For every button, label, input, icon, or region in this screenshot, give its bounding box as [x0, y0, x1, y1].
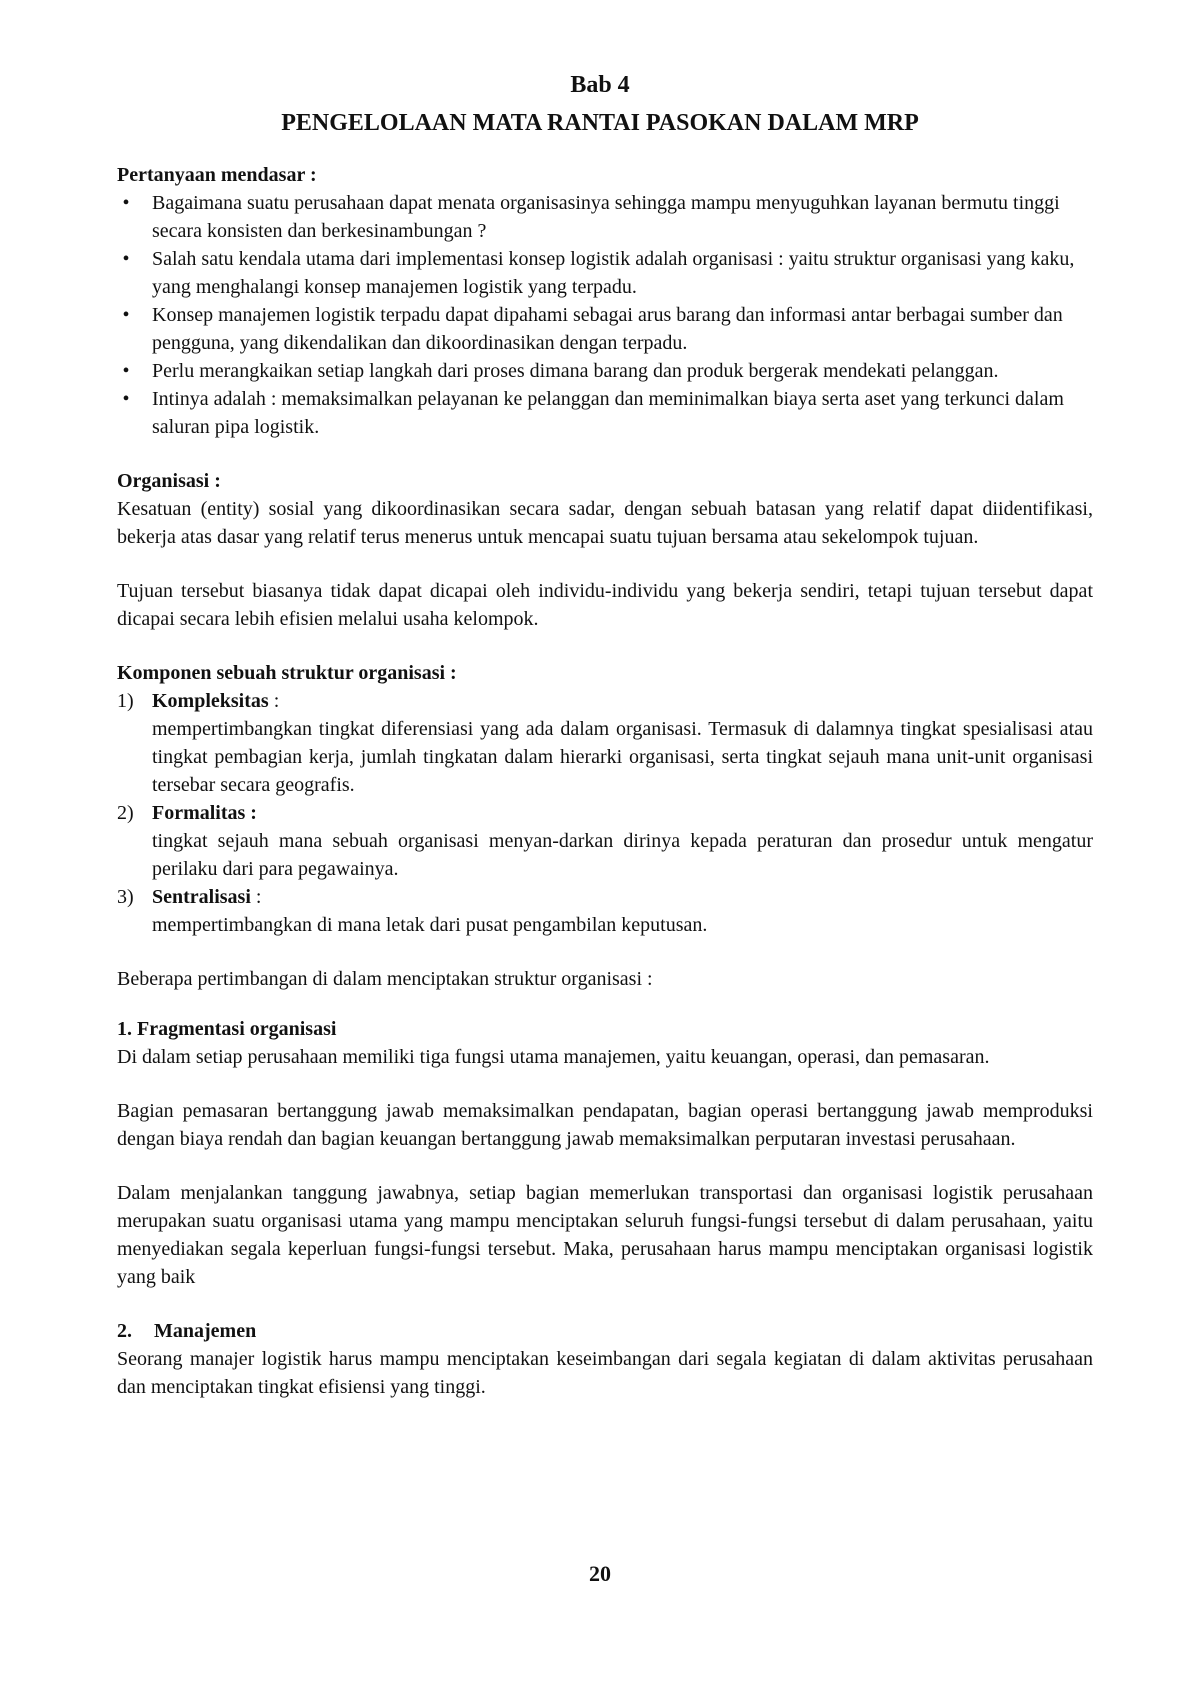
item-number: 1) — [117, 690, 134, 712]
item-number: 3) — [117, 886, 134, 908]
bullet-icon: • — [122, 248, 130, 270]
item-description: tingkat sejauh mana sebuah organisasi menyan-darkan dirinya kepada peraturan dan prosedur untuk mengatur perilaku dari para pegawainya. — [152, 830, 1093, 880]
list-item — [117, 189, 1093, 245]
list-item — [117, 301, 1093, 357]
komponen-item-kompleksitas — [117, 687, 1093, 799]
bullet-icon: • — [122, 304, 130, 326]
organisasi-purpose: Tujuan tersebut biasanya tidak dapat dicapai oleh individu-individu yang bekerja sendiri, tetapi tujuan tersebut dapat dicapai secara lebih efisien melalui usaha kelompok. — [117, 580, 1093, 630]
item-description: mempertimbangkan di mana letak dari pusat pengambilan keputusan. — [152, 914, 708, 936]
item-title: Kompleksitas — [152, 690, 269, 712]
page-number: 20 — [589, 1561, 611, 1586]
komponen-heading: Komponen sebuah struktur organisasi : — [117, 662, 457, 684]
fragmentasi-para-1: Di dalam setiap perusahaan memiliki tiga fungsi utama manajemen, yaitu keuangan, operasi, dan pemasaran. — [117, 1046, 990, 1068]
bullet-icon: • — [122, 388, 130, 410]
list-item-text: Bagaimana suatu perusahaan dapat menata organisasinya sehingga mampu menyuguhkan layanan bermutu tinggi secara konsisten dan berkesinambungan ? — [152, 192, 1060, 242]
organisasi-heading: Organisasi : — [117, 470, 221, 492]
item-number: 2) — [117, 802, 134, 824]
manajemen-heading — [117, 1317, 1093, 1345]
list-item-text: Konsep manajemen logistik terpadu dapat dipahami sebagai arus barang dan informasi antar berbagai sumber dan pengguna, yang dikendalikan dan dikoordinasikan dengan terpadu. — [152, 304, 1063, 354]
list-item — [117, 357, 1093, 385]
bullet-icon: • — [122, 360, 130, 382]
komponen-item-formalitas — [117, 799, 1093, 883]
page-content — [117, 161, 1093, 1401]
chapter-title: PENGELOLAAN MATA RANTAI PASOKAN DALAM MRP — [281, 110, 919, 136]
questions-list — [117, 189, 1093, 441]
bullet-icon: • — [122, 192, 130, 214]
item-description: mempertimbangkan tingkat diferensiasi yang ada dalam organisasi. Termasuk di dalamnya tingkat spesialisasi atau tingkat pembagian kerja, jumlah tingkatan dalam hierarki organisasi, serta tingkat sejauh mana unit-unit organisasi tersebar secara geografis. — [152, 718, 1093, 796]
list-item-text: Intinya adalah : memaksimalkan pelayanan ke pelanggan dan meminimalkan biaya serta aset yang terkunci dalam saluran pipa logistik. — [152, 388, 1064, 438]
item-title: Sentralisasi — [152, 886, 251, 908]
komponen-list — [117, 687, 1093, 939]
manajemen-para-1: Seorang manajer logistik harus mampu menciptakan keseimbangan dari segala kegiatan di dalam aktivitas perusahaan dan menciptakan tingkat efisiensi yang tinggi. — [117, 1348, 1093, 1398]
manajemen-title: Manajemen — [154, 1320, 257, 1342]
list-item — [117, 385, 1093, 441]
organisasi-definition: Kesatuan (entity) sosial yang dikoordinasikan secara sadar, dengan sebuah batasan yang relatif dapat diidentifikasi, bekerja atas dasar yang relatif terus menerus untuk mencapai suatu tujuan bersama atau sekelompok tujuan. — [117, 498, 1093, 548]
chapter-label: Bab 4 — [570, 72, 630, 98]
pertimbangan-intro: Beberapa pertimbangan di dalam menciptakan struktur organisasi : — [117, 968, 653, 990]
item-title: Formalitas : — [152, 802, 257, 824]
fragmentasi-para-3: Dalam menjalankan tanggung jawabnya, setiap bagian memerlukan transportasi dan organisasi logistik perusahaan merupakan suatu organisasi utama yang mampu menciptakan seluruh fungsi-fungsi tersebut di dalam perusahaan, yaitu menyediakan segala keperluan fungsi-fungsi tersebut. Maka, perusahaan harus mampu menciptakan organisasi logistik yang baik — [117, 1182, 1093, 1288]
list-item — [117, 245, 1093, 301]
komponen-item-sentralisasi — [117, 883, 1093, 939]
fragmentasi-para-2: Bagian pemasaran bertanggung jawab memaksimalkan pendapatan, bagian operasi bertanggung jawab memproduksi dengan biaya rendah dan bagian keuangan bertanggung jawab memaksimalkan perputaran investasi perusahaan. — [117, 1100, 1093, 1150]
manajemen-number: 2. — [117, 1320, 132, 1342]
item-separator: : — [250, 886, 262, 908]
list-item-text: Perlu merangkaikan setiap langkah dari proses dimana barang dan produk bergerak mendekati pelanggan. — [152, 360, 999, 382]
list-item-text: Salah satu kendala utama dari implementasi konsep logistik adalah organisasi : yaitu struktur organisasi yang kaku, yang menghalangi konsep manajemen logistik yang terpadu. — [152, 248, 1075, 298]
questions-heading: Pertanyaan mendasar : — [117, 164, 317, 186]
fragmentasi-heading: 1. Fragmentasi organisasi — [117, 1018, 337, 1040]
item-separator: : — [268, 690, 280, 712]
